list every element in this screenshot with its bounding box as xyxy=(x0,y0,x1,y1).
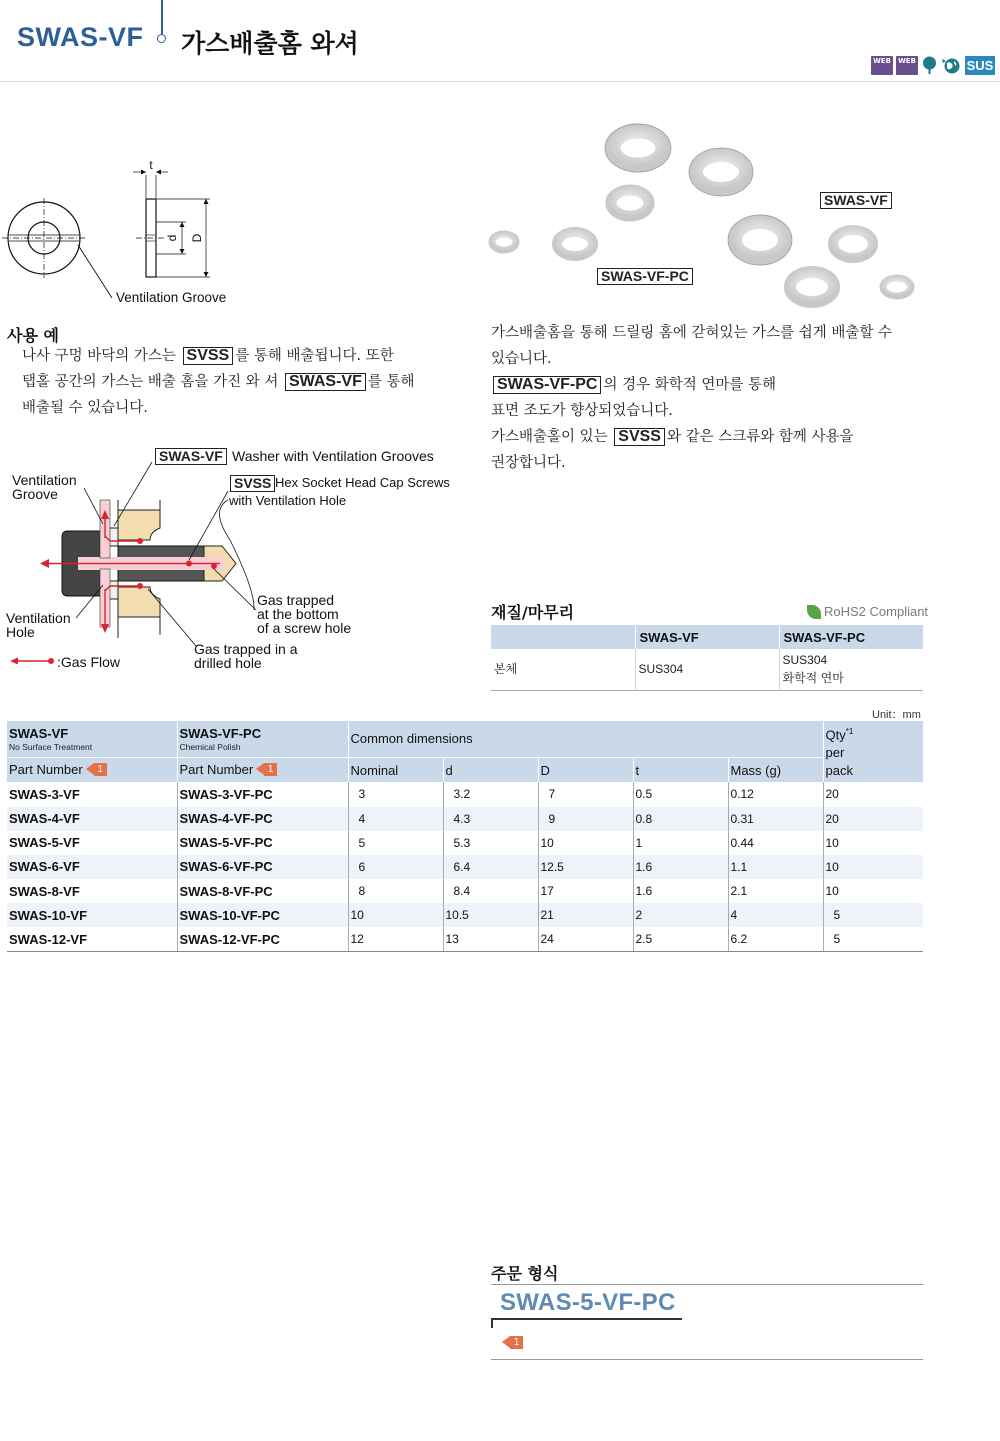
rohs-badge xyxy=(807,604,928,619)
t-value: 1.6 xyxy=(633,879,728,903)
mass-value: 2.1 xyxy=(728,879,823,903)
order-divider-top xyxy=(491,1284,923,1285)
qty-value: 10 xyxy=(823,831,923,855)
table-row xyxy=(7,927,923,951)
unit-label: Unit：mm xyxy=(872,709,921,721)
badge-group xyxy=(871,56,995,75)
part-number-arrow-icon-2: 1 xyxy=(264,763,277,776)
mass-value: 4 xyxy=(728,903,823,927)
header-t: t xyxy=(633,757,728,782)
nominal-value: 4 xyxy=(348,807,443,831)
usage-text-2: 를 통해 배출됩니다. 또한 xyxy=(235,348,394,364)
d-value: 13 xyxy=(443,927,538,951)
order-divider-bottom xyxy=(491,1359,923,1360)
header-qty xyxy=(823,721,923,782)
d-value: 10.5 xyxy=(443,903,538,927)
part-number-label-pc: Part Number xyxy=(179,762,254,778)
qty-value: 20 xyxy=(823,782,923,806)
mass-value: 0.12 xyxy=(728,782,823,806)
web-badge-label: WEB xyxy=(873,57,891,65)
diagram-svss-desc-2: with Ventilation Hole xyxy=(229,493,347,508)
nominal-value: 6 xyxy=(348,855,443,879)
D-value: 7 xyxy=(538,782,633,806)
mass-value: 0.31 xyxy=(728,807,823,831)
pc-part-number[interactable]: SWAS-6-VF-PC xyxy=(177,855,348,879)
pc-part-number[interactable]: SWAS-10-VF-PC xyxy=(177,903,348,927)
header-vf-sub: No Surface Treatment xyxy=(9,742,93,752)
vf-part-number[interactable]: SWAS-8-VF xyxy=(9,883,80,899)
header-qty-3: pack xyxy=(825,763,853,779)
table-row xyxy=(7,855,923,879)
header-pc-title: SWAS-VF-PC xyxy=(179,726,262,741)
material-table xyxy=(491,625,923,691)
usage-text-4: 를 통해 xyxy=(367,374,415,390)
mass-value: 0.44 xyxy=(728,831,823,855)
t-value: 2.5 xyxy=(633,927,728,951)
D-value: 12.5 xyxy=(538,855,633,879)
header-pc-sub: Chemical Polish xyxy=(179,742,241,752)
qty-value: 5 xyxy=(823,927,923,951)
header-stem xyxy=(161,0,163,34)
part-number-label-vf: Part Number xyxy=(9,762,83,778)
photo-label-vf: SWAS-VF xyxy=(820,192,892,209)
web-badge-icon[interactable] xyxy=(871,56,893,75)
vf-part-number[interactable]: SWAS-10-VF xyxy=(7,903,177,927)
tree-icon xyxy=(921,56,938,75)
pc-part-number[interactable]: SWAS-5-VF-PC xyxy=(177,831,348,855)
diagram-hole-2: Hole xyxy=(6,624,35,640)
web-badge-icon-2[interactable] xyxy=(896,56,918,75)
nominal-value: 8 xyxy=(348,879,443,903)
svss-tag-2: SVSS xyxy=(614,428,665,446)
material-header-row xyxy=(491,625,923,649)
table-row xyxy=(7,903,923,927)
desc-line-4: 표면 조도가 향상되었습니다. xyxy=(491,403,673,419)
desc-line-1: 가스배출홈을 통해 드릴링 홈에 갇혀있는 가스를 쉽게 배출할 수 xyxy=(491,325,893,341)
product-photo xyxy=(478,120,928,320)
material-pc-value xyxy=(779,649,923,690)
vf-part-number[interactable]: SWAS-12-VF xyxy=(7,927,177,951)
t-value: 2 xyxy=(633,903,728,927)
header-nominal: Nominal xyxy=(348,757,443,782)
swas-vf-tag: SWAS-VF xyxy=(285,373,366,391)
t-value: 1 xyxy=(633,831,728,855)
d-value: 8.4 xyxy=(443,879,538,903)
part-number-arrow-icon: 1 xyxy=(94,763,107,776)
D-value: 9 xyxy=(538,807,633,831)
d-value: 3.2 xyxy=(443,782,538,806)
material-title: 재질/마무리 xyxy=(491,603,575,622)
nominal-value: 12 xyxy=(348,927,443,951)
product-code: SWAS-VF xyxy=(17,22,144,52)
header-dot xyxy=(157,34,166,43)
desc-line-6: 와 같은 스크류와 함께 사용을 xyxy=(666,429,854,445)
usage-text-3: 탭홀 공간의 가스는 배출 홈을 가진 와 셔 xyxy=(22,374,279,390)
dim-d-label: d xyxy=(165,234,179,242)
diagram-groove-2: Groove xyxy=(12,486,58,502)
pc-part-number[interactable]: SWAS-8-VF-PC xyxy=(177,879,348,903)
qty-value: 5 xyxy=(823,903,923,927)
nominal-value: 10 xyxy=(348,903,443,927)
rohs-leaf-icon xyxy=(807,605,821,619)
table-row xyxy=(7,879,923,903)
d-value: 6.4 xyxy=(443,855,538,879)
trap-screw-2: at the bottom xyxy=(257,606,339,622)
trap-screw-3: of a screw hole xyxy=(257,620,352,636)
order-arrow-icon xyxy=(506,1330,523,1349)
qty-value: 10 xyxy=(823,855,923,879)
qty-value: 20 xyxy=(823,807,923,831)
material-pc-line-1: SUS304 xyxy=(782,653,828,668)
description xyxy=(491,320,931,476)
dimension-table xyxy=(7,721,923,952)
trap-screw-1: Gas trapped xyxy=(257,592,335,608)
vf-part-number[interactable]: SWAS-3-VF xyxy=(9,786,80,802)
header-vf xyxy=(7,721,177,757)
swas-vf-pc-tag: SWAS-VF-PC xyxy=(493,376,601,394)
header-qty-2: per xyxy=(825,745,845,761)
diagram-tag-vf: SWAS-VF xyxy=(155,448,227,465)
pc-part-number[interactable]: SWAS-12-VF-PC xyxy=(177,927,348,951)
rohs-label: RoHS2 Compliant xyxy=(824,604,929,619)
header-part-vf xyxy=(7,757,177,782)
table-row xyxy=(7,782,923,806)
D-value: 17 xyxy=(538,879,633,903)
vf-part-number[interactable]: SWAS-5-VF xyxy=(9,835,80,851)
nominal-value: 3 xyxy=(348,782,443,806)
pc-part-number[interactable]: SWAS-4-VF-PC xyxy=(177,807,348,831)
vf-part-number[interactable]: SWAS-6-VF xyxy=(7,855,177,879)
t-value: 1.6 xyxy=(633,855,728,879)
usage-title: 사용 예 xyxy=(7,326,59,345)
material-vf-value: SUS304 xyxy=(635,649,779,690)
header-vf-title: SWAS-VF xyxy=(9,726,69,741)
svss-tag: SVSS xyxy=(183,347,234,365)
table-row xyxy=(7,807,923,831)
order-arrow-label: 1 xyxy=(510,1336,523,1349)
photo-label-vfpc: SWAS-VF-PC xyxy=(597,268,693,285)
vf-part-number[interactable]: SWAS-4-VF xyxy=(7,807,177,831)
table-row xyxy=(7,831,923,855)
diagram-svss-desc-1: Hex Socket Head Cap Screws xyxy=(275,475,450,490)
page-title: 가스배출홈 와셔 xyxy=(181,29,359,58)
trap-drill-2: drilled hole xyxy=(194,655,262,671)
header-D: D xyxy=(538,757,633,782)
order-code-tick xyxy=(491,1318,493,1328)
trap-drill-1: Gas trapped in a xyxy=(194,641,298,657)
mass-value: 6.2 xyxy=(728,927,823,951)
desc-line-5: 가스배출홀이 있는 xyxy=(491,429,608,445)
header-mass: Mass (g) xyxy=(728,757,823,782)
usage-text xyxy=(22,343,472,421)
dim-header-row-1 xyxy=(7,721,923,757)
order-title: 주문 형식 xyxy=(491,1264,559,1283)
header-pc xyxy=(177,721,348,757)
material-header-pc: SWAS-VF-PC xyxy=(779,625,923,649)
material-header-vf: SWAS-VF xyxy=(635,625,779,649)
dim-D-label: D xyxy=(190,233,204,243)
pc-part-number[interactable]: SWAS-3-VF-PC xyxy=(177,782,348,806)
sus-badge: SUS xyxy=(966,58,994,73)
d-value: 5.3 xyxy=(443,831,538,855)
d-value: 4.3 xyxy=(443,807,538,831)
D-value: 21 xyxy=(538,903,633,927)
t-value: 0.8 xyxy=(633,807,728,831)
desc-line-7: 권장합니다. xyxy=(491,455,566,471)
order-code-underline xyxy=(491,1318,682,1320)
D-value: 10 xyxy=(538,831,633,855)
mass-value: 1.1 xyxy=(728,855,823,879)
qty-value: 10 xyxy=(823,879,923,903)
header-qty-1: Qty xyxy=(825,727,846,743)
header-part-pc xyxy=(177,757,348,782)
diagram-vf-desc: Washer with Ventilation Grooves xyxy=(232,448,434,464)
dim-header-row-2 xyxy=(7,757,923,782)
nominal-value: 5 xyxy=(348,831,443,855)
gas-flow-legend: :Gas Flow xyxy=(57,654,121,670)
globe-icon xyxy=(941,56,962,75)
diagram-groove-1: Ventilation xyxy=(12,472,77,488)
header-d: d xyxy=(443,757,538,782)
diagram-tag-svss: SVSS xyxy=(230,475,275,492)
header-qty-sup: *1 xyxy=(845,727,854,736)
material-row-body xyxy=(491,649,923,690)
groove-label: Ventilation Groove xyxy=(116,290,227,305)
diagram-hole-1: Ventilation xyxy=(6,610,71,626)
washer-drawing xyxy=(0,150,260,310)
order-example-code: SWAS-5-VF-PC xyxy=(500,1289,676,1316)
t-value: 0.5 xyxy=(633,782,728,806)
dim-t-label: t xyxy=(149,158,153,172)
header-divider xyxy=(0,81,1000,82)
material-pc-line-2: 화학적 연마 xyxy=(782,671,844,686)
desc-line-2: 있습니다. xyxy=(491,351,552,367)
D-value: 24 xyxy=(538,927,633,951)
usage-text-1: 나사 구멍 바닥의 가스는 xyxy=(22,348,176,364)
material-row-label: 본체 xyxy=(491,649,635,690)
material-header-blank xyxy=(491,625,635,649)
usage-text-5: 배출될 수 있습니다. xyxy=(22,400,148,416)
web-badge-label-2: WEB xyxy=(898,57,916,65)
header-common: Common dimensions xyxy=(348,721,823,757)
desc-line-3: 의 경우 화학적 연마를 통해 xyxy=(603,377,776,393)
